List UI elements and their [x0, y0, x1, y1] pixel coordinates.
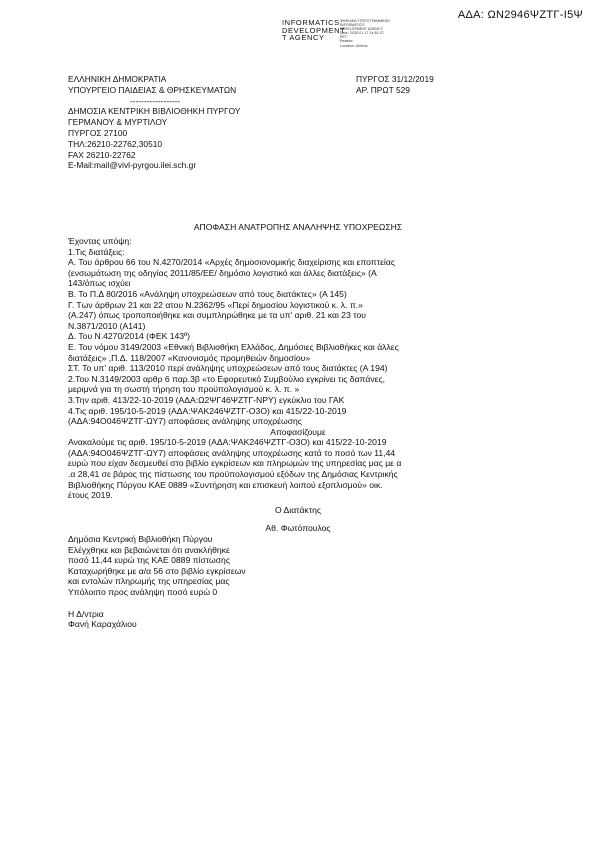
- director-name: Φανή Καραχάλιου: [68, 619, 137, 630]
- body-line: 1.Τις διατάξεις:: [68, 246, 125, 257]
- document-title: ΑΠΟΦΑΣΗ ΑΝΑΤΡΟΠΗΣ ΑΝΑΛΗΨΗΣ ΥΠΟΧΡΕΩΣΗΣ: [193, 222, 403, 232]
- stamp-detail: INFORMATICS: [340, 23, 365, 28]
- body-line: Ν.3871/2010 (Α141): [68, 320, 146, 331]
- director-title: Η Δ/ντρια: [68, 608, 104, 619]
- body-line: 3.Την αριθ. 413/22-10-2019 (ΑΔΑ:Ω2ΨΓ46ΨΖΤΓ-ΝΡΥ) εγκύκλιο του ΓΑΚ: [68, 394, 345, 405]
- body-line: 2.Του Ν.3149/2003 αρθρ 6 παρ.3β «το Εφορευτικό Συμβούλιο εγκρίνει τις δαπάνες,: [68, 373, 385, 384]
- stamp-detail: Reason:: [340, 39, 354, 44]
- library-name: ΔΗΜΟΣΙΑ ΚΕΝΤΡΙΚΗ ΒΙΒΛΙΟΘΗΚΗ ΠΥΡΓΟΥ: [68, 106, 241, 117]
- body-line: Γ. Των άρθρων 21 και 22 ατου Ν.2362/95 «Περί δημοσίου λογιστικού κ. λ. π.»: [68, 299, 363, 310]
- date: ΠΥΡΓΟΣ 31/12/2019: [356, 74, 434, 84]
- stamp-detail: Date: 2020.01.17 14:51:27: [340, 31, 385, 36]
- decision-heading: Αποφασίζουμε: [270, 426, 326, 437]
- body-line: (Α.247) όπως τροποποιήθηκε και συμπληρώθηκε με τα υπ' αριθ. 21 και 23 του: [68, 310, 366, 321]
- signer-name: Αθ. Φωτόπουλος: [265, 523, 331, 534]
- phone: ΤΗΛ:26210-22762,30510: [68, 138, 163, 149]
- body-line: (ενσωμάτωση της οδηγίας 2011/85/ΕΕ/ δημόσιο λογιστικό και άλλες διατάξεις» (Α: [68, 267, 377, 278]
- body-line: Α. Του άρθρου 66 του Ν.4270/2014 «Αρχές δημοσιονομικής διαχείρισης και εποπτείας: [68, 257, 395, 268]
- stamp-detail: Location: Athens: [340, 43, 368, 48]
- body-line: Δ. Του Ν.4270/2014 (ΦΕΚ 143º): [68, 331, 191, 342]
- verification-line: και εντολών πληρωμής της υπηρεσίας μας: [68, 576, 230, 587]
- verification-line: Ελέγχθηκε και βεβαιώνεται ότι ανακλήθηκε: [68, 544, 230, 555]
- decision-line: .α 28,41 σε βάρος της πίστωσης του προϋπολογισμού εξόδων της Δημόσιας Κεντρικής: [68, 469, 398, 480]
- verification-line: Υπόλοιπο προς ανάληψη ποσό ευρώ 0: [68, 587, 218, 597]
- decision-line: Βιβλιοθήκης Πύργου ΚΑΕ 0889 «Συντήρηση και επισκευή λοιπού εξοπλισμού» οικ.: [68, 479, 383, 490]
- protocol-number: ΑΡ. ΠΡΩΤ 529: [356, 84, 410, 95]
- body-line: 143/όπως ισχύει: [68, 278, 131, 289]
- decision-line: (ΑΔΑ:94Ο046ΨΖΤΓ-ΩΥ7) αποφάσεις ανάληψης υποχρέωσης κατά το ποσό των 11,44: [68, 447, 396, 458]
- stamp-line: DEVELOPMENT: [282, 25, 346, 35]
- decision-line: Ανακαλούμε τις αριθ. 195/10-5-2019 (ΑΔΑ:ΨΑΚ246ΨΖΤΓ-Ο3Ο) και 415/22-10-2019: [68, 437, 387, 448]
- address-street: ΓΕΡΜΑΝΟΥ & ΜΥΡΤΙΛΟΥ: [68, 117, 168, 128]
- email-link[interactable]: E-Mail:mail@vivl-pyrgou.ilei.sch.gr: [68, 160, 197, 171]
- body-line: διατάξεις» ,Π.Δ. 118/2007 «Κανονισμός προμηθειών δημοσίου»: [68, 352, 311, 363]
- stamp-line: INFORMATICS: [282, 18, 340, 27]
- body-line: ΣΤ. Το υπ' αριθ. 113/2010 περί ανάληψης υποχρεώσεων από τους διατάκτες (Α 194): [68, 363, 388, 374]
- considerations: [68, 236, 528, 630]
- stamp-detail: EET: [340, 35, 348, 40]
- stamp-title: [282, 19, 345, 42]
- date-block: [356, 74, 434, 96]
- separator: ------------------: [130, 95, 181, 106]
- signature-stamp: [282, 18, 390, 48]
- ada-code: ΑΔΑ: ΩΝ2946ΨΖΤΓ-Ι5Ψ: [457, 9, 583, 21]
- stamp-detail: DEVELOPMENT AGENCY: [340, 27, 384, 32]
- body-line: (ΑΔΑ:94Ο046ΨΖΤΓ-ΩΥ7) αποφάσεις ανάληψης υποχρέωσης: [68, 416, 302, 427]
- address-city: ΠΥΡΓΟΣ 27100: [68, 127, 128, 138]
- fax: FAX 26210-22762: [68, 149, 136, 160]
- verification-line: Καταχωρήθηκε με α/α 56 στο βιβλίο εγκρίσεων: [68, 565, 246, 576]
- body-line: Έχοντας υπόψη:: [68, 236, 132, 246]
- body-line: 4.Τις αριθ. 195/10-5-2019 (ΑΔΑ:ΨΑΚ246ΨΖΤΓ-Ο3Ο) και 415/22-10-2019: [68, 405, 347, 416]
- decision-line: ευρώ που είχαν δεσμευθεί στο βιβλίο εγκρίσεων και πληρωμών της υπηρεσίας μας με α: [68, 458, 402, 469]
- verification-line: ποσό 11,44 ευρώ της ΚΑΕ 0889 πίστωσης: [68, 555, 230, 566]
- body-line: Ε. Του νόμου 3149/2003 «Εθνική Βιβλιοθήκη Ελλάδος, Δημόσιες Βιβλιοθήκες και άλλες: [68, 341, 399, 352]
- stamp-detail: ΨΗΦΙΑΚΑ ΥΠΟΓΕΓΡΑΜΜΕΝΟ: [340, 19, 390, 23]
- stamp-details: [340, 19, 390, 48]
- sender-block: [68, 74, 240, 171]
- body-line: μεριμνά για τη σωστή τήρηση του προϋπολογισμού κ. λ. π. »: [68, 384, 300, 395]
- ministry-name: ΥΠΟΥΡΓΕΙΟ ΠΑΙΔΕΙΑΣ & ΘΡΗΣΚΕΥΜΑΤΩΝ: [68, 84, 237, 95]
- signer-title: Ο Διατάκτης: [274, 504, 322, 515]
- body-line: Β. Το Π.Δ 80/2016 «Ανάληψη υποχρεώσεων από τους διατάκτες» (Α 145): [68, 288, 347, 299]
- country-name: ΕΛΛΗΝΙΚΗ ΔΗΜΟΚΡΑΤΙΑ: [68, 74, 167, 84]
- decision-line: έτους 2019.: [68, 490, 113, 501]
- stamp-line: T AGENCY: [282, 33, 325, 43]
- verification-line: Δημόσια Κεντρική Βιβλιοθήκη Πύργου: [68, 534, 213, 545]
